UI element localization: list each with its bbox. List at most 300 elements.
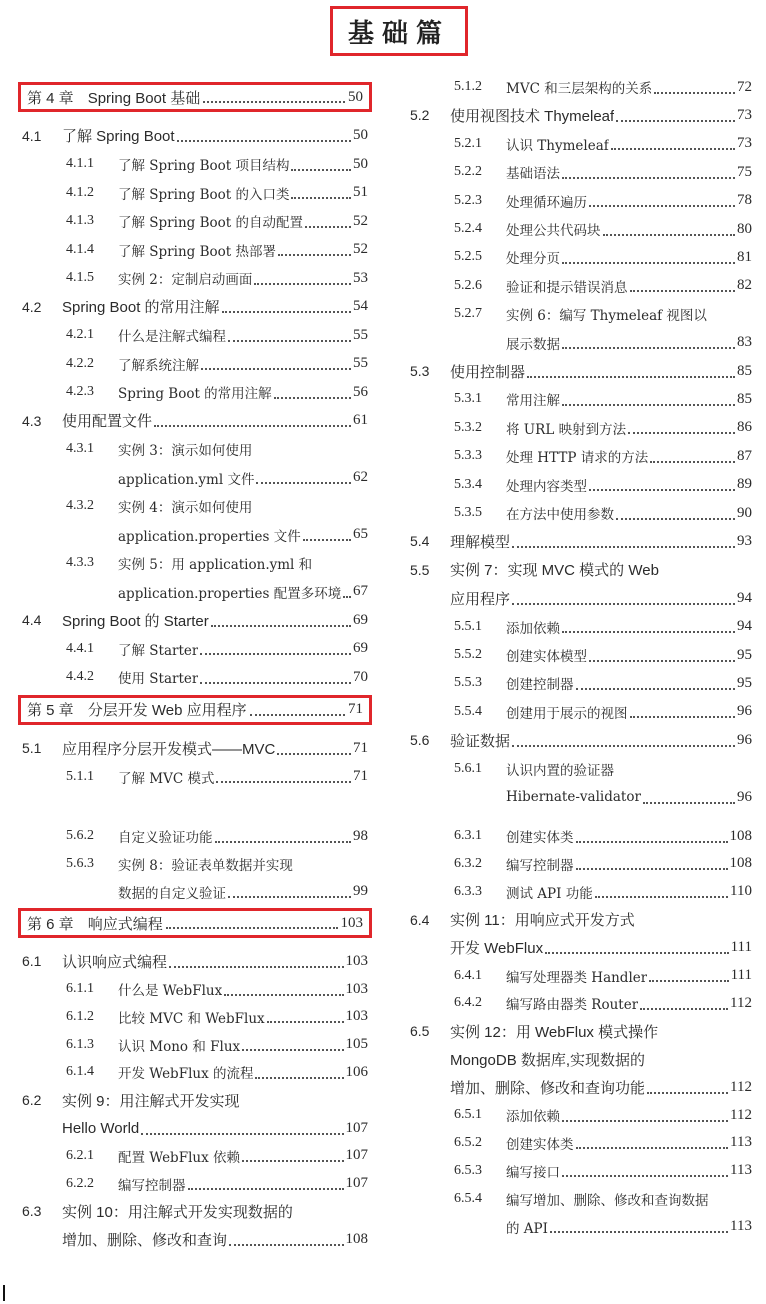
- section-title: 处理循环遍历: [506, 194, 587, 211]
- section-number: 6.4: [410, 911, 430, 928]
- section-number: 5.3.3: [454, 448, 482, 464]
- toc-subsection-entry: [66, 208, 368, 234]
- page-number: 56: [353, 383, 368, 400]
- leader-dots: [203, 101, 345, 103]
- section-number: 6.3: [22, 1203, 42, 1220]
- leader-dots: [222, 310, 351, 313]
- toc-section-entry: [410, 358, 752, 384]
- page-number: 95: [737, 674, 752, 691]
- section-title: 处理公共代码块: [506, 223, 601, 239]
- page-number: 99: [353, 883, 368, 900]
- leader-dots: [211, 624, 351, 627]
- section-title: 自定义验证功能: [118, 830, 213, 846]
- section-number: 5.3: [410, 363, 430, 379]
- page-number: 61: [353, 412, 368, 428]
- toc-subsection-entry: [66, 764, 368, 790]
- page-number: 113: [730, 1162, 752, 1179]
- leader-dots: [169, 965, 343, 968]
- section-title: 处理内容类型: [506, 478, 587, 495]
- toc-subsection-entry: [454, 823, 752, 849]
- section-title: 实例 8：验证表单数据并实现: [118, 857, 293, 874]
- leader-dots: [201, 367, 351, 370]
- section-title: 创建控制器: [506, 677, 574, 694]
- leader-dots: [278, 253, 351, 256]
- toc-section-entry: [22, 735, 368, 761]
- section-title: application.properties 文件: [118, 528, 301, 545]
- section-title: 应用程序分层开发模式——MVC: [62, 740, 276, 758]
- section-number: 4.1.2: [66, 184, 94, 200]
- leader-dots: [291, 168, 351, 171]
- section-number: 6.5: [410, 1023, 430, 1040]
- section-title: 了解 MVC 模式: [118, 770, 215, 787]
- section-number: 6.5.4: [454, 1190, 482, 1206]
- page-number: 110: [730, 883, 752, 900]
- toc-section-entry: [410, 1018, 752, 1044]
- section-number: 4.4.1: [66, 640, 94, 656]
- section-number: 5.2.4: [454, 221, 482, 236]
- section-number: 6.1.3: [66, 1036, 94, 1052]
- leader-dots: [200, 652, 351, 655]
- leader-dots: [254, 282, 351, 285]
- leader-dots: [224, 993, 343, 996]
- leader-dots: [255, 1076, 343, 1079]
- toc-section-entry: [410, 1074, 752, 1100]
- leader-dots: [576, 840, 728, 843]
- section-title: 验证和提示错误消息: [506, 279, 628, 296]
- leader-dots: [611, 147, 735, 150]
- section-number: 6.1: [22, 953, 42, 970]
- leader-dots: [576, 867, 728, 870]
- page-number: 71: [353, 768, 368, 784]
- section-number: 5.5.3: [454, 675, 482, 691]
- toc-subsection-entry: [66, 879, 368, 905]
- page-number: 111: [730, 967, 752, 983]
- section-number: 6.5.3: [454, 1162, 482, 1178]
- toc-subsection-entry: [454, 1214, 752, 1240]
- page-number: 112: [730, 994, 752, 1011]
- toc-subsection-entry: [454, 670, 752, 696]
- page-number: 94: [737, 618, 752, 635]
- section-title: 理解模型: [450, 533, 511, 551]
- leader-dots: [562, 1174, 728, 1177]
- toc-section-entry: [22, 607, 368, 633]
- section-title: 实例 10：用注解式开发实现数据的: [62, 1203, 293, 1221]
- page-title: 基础篇: [330, 6, 468, 56]
- toc-subsection-entry: [66, 1171, 368, 1197]
- section-number: 5.3.5: [454, 505, 482, 520]
- section-title: 编写控制器: [506, 857, 574, 874]
- toc-subsection-entry: [454, 699, 752, 725]
- page-number: 112: [730, 1106, 752, 1123]
- page-number: 87: [737, 447, 752, 464]
- section-title: 创建实体类: [506, 830, 574, 846]
- section-number: 5.6.3: [66, 855, 94, 871]
- toc-section-entry: [410, 585, 752, 611]
- text-cursor: [3, 1285, 5, 1301]
- toc-subsection-entry: [454, 879, 752, 905]
- leader-dots: [177, 139, 351, 142]
- section-number: 4.4: [22, 612, 42, 628]
- leader-dots: [527, 375, 735, 378]
- leader-dots: [595, 895, 728, 898]
- page-number: 96: [737, 788, 752, 805]
- section-title: 增加、删除、修改和查询: [62, 1231, 228, 1249]
- page-number: 105: [345, 1036, 368, 1053]
- section-title: 了解系统注解: [118, 357, 199, 374]
- toc-subsection-entry: [66, 351, 368, 377]
- section-title: 使用 Starter: [118, 671, 199, 687]
- page-number: 108: [345, 1230, 368, 1247]
- toc-section-entry: [22, 1087, 368, 1113]
- section-number: 4.1.1: [66, 156, 94, 171]
- toc-subsection-entry: [66, 851, 368, 877]
- toc-section-entry: [410, 907, 752, 933]
- toc-subsection-entry: [454, 990, 752, 1016]
- section-number: 4.1: [22, 127, 42, 144]
- section-number: 5.3.4: [454, 476, 482, 492]
- section-number: 4.4.2: [66, 669, 94, 684]
- toc-subsection-entry: [66, 550, 368, 576]
- section-title: 配置 WebFlux 依赖: [118, 1149, 240, 1166]
- leader-dots: [267, 1020, 344, 1023]
- leader-dots: [200, 681, 351, 684]
- section-title: 创建实体模型: [506, 649, 587, 665]
- toc-section-entry: [410, 727, 752, 753]
- leader-dots: [589, 204, 735, 207]
- chapter-heading: [18, 695, 372, 725]
- section-number: 5.5.1: [454, 618, 482, 634]
- section-title: 认识 Mono 和 Flux: [118, 1038, 241, 1055]
- leader-dots: [589, 488, 735, 491]
- leader-dots: [242, 1159, 344, 1162]
- leader-dots: [647, 1091, 728, 1094]
- toc-section-entry: [22, 1226, 368, 1252]
- section-number: 5.2.2: [454, 164, 482, 180]
- leader-dots: [154, 424, 351, 427]
- toc-subsection-entry: [454, 1186, 752, 1212]
- leader-dots: [229, 1243, 343, 1246]
- section-number: 4.3: [22, 412, 42, 429]
- section-number: 6.4.1: [454, 967, 482, 983]
- toc-subsection-entry: [454, 851, 752, 877]
- page-number: 113: [730, 1134, 752, 1151]
- section-title: 什么是 WebFlux: [118, 983, 223, 999]
- section-number: 4.3.3: [66, 555, 94, 570]
- toc-subsection-entry: [66, 522, 368, 548]
- chapter-heading: [18, 908, 372, 938]
- toc-subsection-entry: [454, 642, 752, 668]
- page-number: 96: [737, 731, 752, 748]
- page-number: 85: [737, 362, 752, 379]
- leader-dots: [562, 1119, 728, 1122]
- section-title: Spring Boot 的 Starter: [62, 612, 209, 630]
- section-title: 应用程序: [450, 590, 511, 608]
- toc-subsection-entry: [66, 493, 368, 519]
- section-number: 4.2.2: [66, 355, 94, 371]
- leader-dots: [589, 659, 735, 662]
- page-number: 113: [730, 1218, 752, 1235]
- toc-section-entry: [410, 528, 752, 554]
- section-number: 6.2: [22, 1092, 42, 1109]
- section-title: 在方法中使用参数: [506, 507, 614, 523]
- section-number: 5.5.4: [454, 703, 482, 719]
- section-title: 编写处理器类 Handler: [506, 969, 648, 986]
- page-number: 67: [353, 583, 368, 599]
- toc-subsection-entry: [454, 386, 752, 412]
- section-number: 6.5.2: [454, 1134, 482, 1150]
- toc-subsection-entry: [66, 180, 368, 206]
- chapter-title: 分层开发 Web 应用程序: [87, 702, 247, 719]
- leader-dots: [188, 1187, 344, 1190]
- section-number: 6.3.1: [454, 828, 482, 843]
- toc-subsection-entry: [454, 301, 752, 327]
- page-number: 86: [737, 419, 752, 436]
- leader-dots: [628, 431, 735, 434]
- section-number: 5.6: [410, 732, 430, 749]
- section-title: 认识 Thymeleaf: [506, 137, 609, 154]
- page-number: 69: [353, 640, 368, 656]
- page-number: 55: [353, 355, 368, 371]
- leader-dots: [630, 289, 736, 292]
- toc-subsection-entry: [66, 579, 368, 605]
- leader-dots: [256, 481, 351, 484]
- page-number: 65: [353, 526, 368, 542]
- toc-subsection-entry: [454, 244, 752, 270]
- leader-dots: [228, 895, 351, 898]
- toc-subsection-entry: [66, 1143, 368, 1169]
- section-title: 数据的自定义验证: [118, 885, 226, 902]
- toc-section-entry: [410, 1046, 752, 1072]
- section-number: 6.1.4: [66, 1064, 94, 1080]
- leader-dots: [640, 1007, 728, 1010]
- toc-subsection-entry: [66, 322, 368, 348]
- section-title: 了解 Spring Boot 项目结构: [118, 158, 290, 174]
- leader-dots: [215, 840, 352, 843]
- section-title: 开发 WebFlux: [450, 940, 544, 958]
- toc-subsection-entry: [66, 465, 368, 491]
- section-number: 4.2.3: [66, 384, 94, 399]
- leader-dots: [343, 595, 351, 598]
- page-number: 103: [340, 914, 363, 931]
- toc-section-entry: [22, 1115, 368, 1141]
- section-title: 实例 5：用 application.yml 和: [118, 557, 313, 573]
- page-number: 52: [353, 212, 368, 229]
- leader-dots: [550, 1230, 728, 1233]
- section-number: 5.1.2: [454, 79, 482, 94]
- page-number: 93: [737, 532, 752, 549]
- section-number: 5.3.1: [454, 391, 482, 407]
- page-number: 107: [345, 1147, 368, 1164]
- page-number: 106: [345, 1063, 368, 1080]
- section-title: 了解 Spring Boot 的自动配置: [118, 215, 303, 231]
- toc-subsection-entry: [454, 188, 752, 214]
- section-title: Spring Boot 的常用注解: [118, 386, 272, 402]
- section-title: 认识响应式编程: [62, 953, 168, 971]
- chapter-number: 第 4 章: [27, 89, 74, 107]
- page-number: 52: [353, 241, 368, 257]
- toc-subsection-entry: [454, 472, 752, 498]
- leader-dots: [616, 517, 735, 520]
- toc-subsection-entry: [454, 273, 752, 299]
- toc-subsection-entry: [454, 443, 752, 469]
- leader-dots: [141, 1132, 343, 1135]
- section-number: 5.6.1: [454, 760, 482, 776]
- section-title: 使用视图技术 Thymeleaf: [450, 107, 615, 125]
- page-number: 96: [737, 703, 752, 720]
- page-number: 94: [737, 589, 752, 606]
- page-number: 108: [729, 855, 752, 872]
- section-number: 6.3.2: [454, 855, 482, 871]
- page-number: 50: [353, 155, 368, 172]
- section-title: 实例 11：用响应式开发方式: [450, 912, 635, 930]
- section-number: 4.3.2: [66, 498, 94, 513]
- section-number: 5.5: [410, 561, 430, 578]
- section-title: 添加依赖: [506, 620, 560, 637]
- section-number: 6.2.1: [66, 1147, 94, 1163]
- section-title: 使用控制器: [450, 363, 526, 381]
- leader-dots: [228, 339, 351, 342]
- page-number: 73: [737, 135, 752, 152]
- section-title: 开发 WebFlux 的流程: [118, 1066, 254, 1083]
- page-number: 103: [345, 1008, 368, 1025]
- section-number: 5.2.7: [454, 306, 482, 322]
- toc-subsection-entry: [454, 415, 752, 441]
- toc-subsection-entry: [66, 1059, 368, 1085]
- section-number: 5.6.2: [66, 828, 94, 843]
- page-number: 103: [345, 980, 368, 997]
- leader-dots: [603, 233, 736, 236]
- page-number: 90: [737, 504, 752, 521]
- toc-subsection-entry: [66, 436, 368, 462]
- section-title: 认识内置的验证器: [506, 762, 614, 779]
- leader-dots: [649, 979, 728, 982]
- toc-section-entry: [22, 408, 368, 434]
- page-number: 83: [737, 334, 752, 351]
- section-title: 编写接口: [506, 1164, 560, 1181]
- toc-subsection-entry: [66, 379, 368, 405]
- toc-subsection-entry: [454, 1130, 752, 1156]
- leader-dots: [274, 396, 351, 399]
- toc-subsection-entry: [454, 756, 752, 782]
- section-number: 4.1.5: [66, 270, 94, 285]
- toc-section-entry: [410, 102, 752, 128]
- section-number: 5.2.5: [454, 249, 482, 265]
- toc-subsection-entry: [454, 614, 752, 640]
- chapter-number: 第 5 章: [27, 702, 74, 719]
- section-title: 使用配置文件: [62, 413, 153, 430]
- section-title: 常用注解: [506, 393, 560, 410]
- section-number: 4.1.4: [66, 241, 94, 257]
- section-title: application.properties 配置多环境: [118, 585, 342, 602]
- leader-dots: [576, 687, 736, 690]
- toc-section-entry: [22, 1198, 368, 1224]
- toc-subsection-entry: [66, 664, 368, 690]
- section-title: 编写增加、删除、修改和查询数据: [506, 1192, 709, 1209]
- section-title: application.yml 文件: [118, 471, 255, 488]
- page-number: 107: [345, 1119, 368, 1136]
- chapter-title: 响应式编程: [87, 915, 163, 933]
- section-title: 编写路由器类 Router: [506, 997, 639, 1014]
- page-number: 71: [348, 701, 363, 717]
- page-number: 75: [737, 163, 752, 180]
- leader-dots: [303, 538, 351, 541]
- toc-subsection-entry: [66, 976, 368, 1002]
- page-number: 81: [737, 248, 752, 265]
- leader-dots: [562, 630, 735, 633]
- leader-dots: [291, 196, 351, 199]
- section-number: 6.1.2: [66, 1008, 94, 1024]
- page-number: 95: [737, 646, 752, 663]
- leader-dots: [576, 1146, 729, 1149]
- section-title: 实例 4：演示如何使用: [118, 500, 253, 516]
- page-number: 71: [353, 739, 368, 756]
- toc-section-entry: [22, 294, 368, 320]
- page-number: 53: [353, 269, 368, 286]
- section-number: 4.3.1: [66, 441, 94, 456]
- section-title: Spring Boot 的常用注解: [62, 299, 220, 316]
- section-title: 实例 7：实现 MVC 模式的 Web: [450, 562, 659, 580]
- section-title: 创建实体类: [506, 1136, 574, 1153]
- section-title: 什么是注解式编程: [118, 329, 226, 345]
- section-title: 测试 API 功能: [506, 885, 593, 902]
- page-number: 55: [353, 326, 368, 343]
- toc-subsection-entry: [454, 216, 752, 242]
- leader-dots: [512, 744, 735, 747]
- toc-subsection-entry: [454, 784, 752, 810]
- section-title: 实例 6：编写 Thymeleaf 视图以: [506, 308, 707, 325]
- section-number: 5.1.1: [66, 768, 94, 784]
- toc-subsection-entry: [66, 1032, 368, 1058]
- section-title: 了解 Spring Boot 热部署: [118, 243, 276, 260]
- section-number: 5.2.6: [454, 277, 482, 293]
- section-title: 验证数据: [450, 732, 511, 750]
- section-title: 展示数据: [506, 336, 560, 353]
- leader-dots: [630, 715, 736, 718]
- toc-subsection-entry: [454, 1102, 752, 1128]
- section-number: 5.2.3: [454, 192, 482, 208]
- section-number: 6.3.3: [454, 883, 482, 899]
- section-number: 5.2: [410, 107, 430, 124]
- toc-subsection-entry: [454, 131, 752, 157]
- leader-dots: [512, 602, 735, 605]
- page-number: 112: [730, 1078, 752, 1095]
- page-number: 98: [353, 827, 368, 844]
- toc-section-entry: [410, 935, 752, 961]
- section-title: 增加、删除、修改和查询功能: [450, 1079, 646, 1097]
- leader-dots: [650, 460, 735, 463]
- section-title: MVC 和三层架构的关系: [506, 81, 653, 97]
- page-number: 78: [737, 192, 752, 209]
- chapter-number: 第 6 章: [27, 915, 74, 933]
- toc-subsection-entry: [454, 74, 752, 100]
- toc-section-entry: [410, 557, 752, 583]
- toc-subsection-entry: [66, 265, 368, 291]
- section-number: 5.2.1: [454, 135, 482, 151]
- page-number: 70: [353, 668, 368, 685]
- section-title: MongoDB 数据库,实现数据的: [450, 1051, 646, 1069]
- section-number: 5.5.2: [454, 647, 482, 662]
- section-title: 将 URL 映射到方法: [506, 421, 627, 438]
- page-number: 108: [729, 827, 752, 844]
- leader-dots: [654, 91, 735, 94]
- page-number: 69: [353, 611, 368, 628]
- section-title: Hibernate-validator: [506, 789, 641, 805]
- section-title: 实例 2：定制启动画面: [118, 272, 253, 288]
- section-number: 6.1.1: [66, 981, 94, 996]
- page-number: 85: [737, 390, 752, 407]
- page-number: 50: [353, 127, 368, 143]
- toc-subsection-entry: [66, 823, 368, 849]
